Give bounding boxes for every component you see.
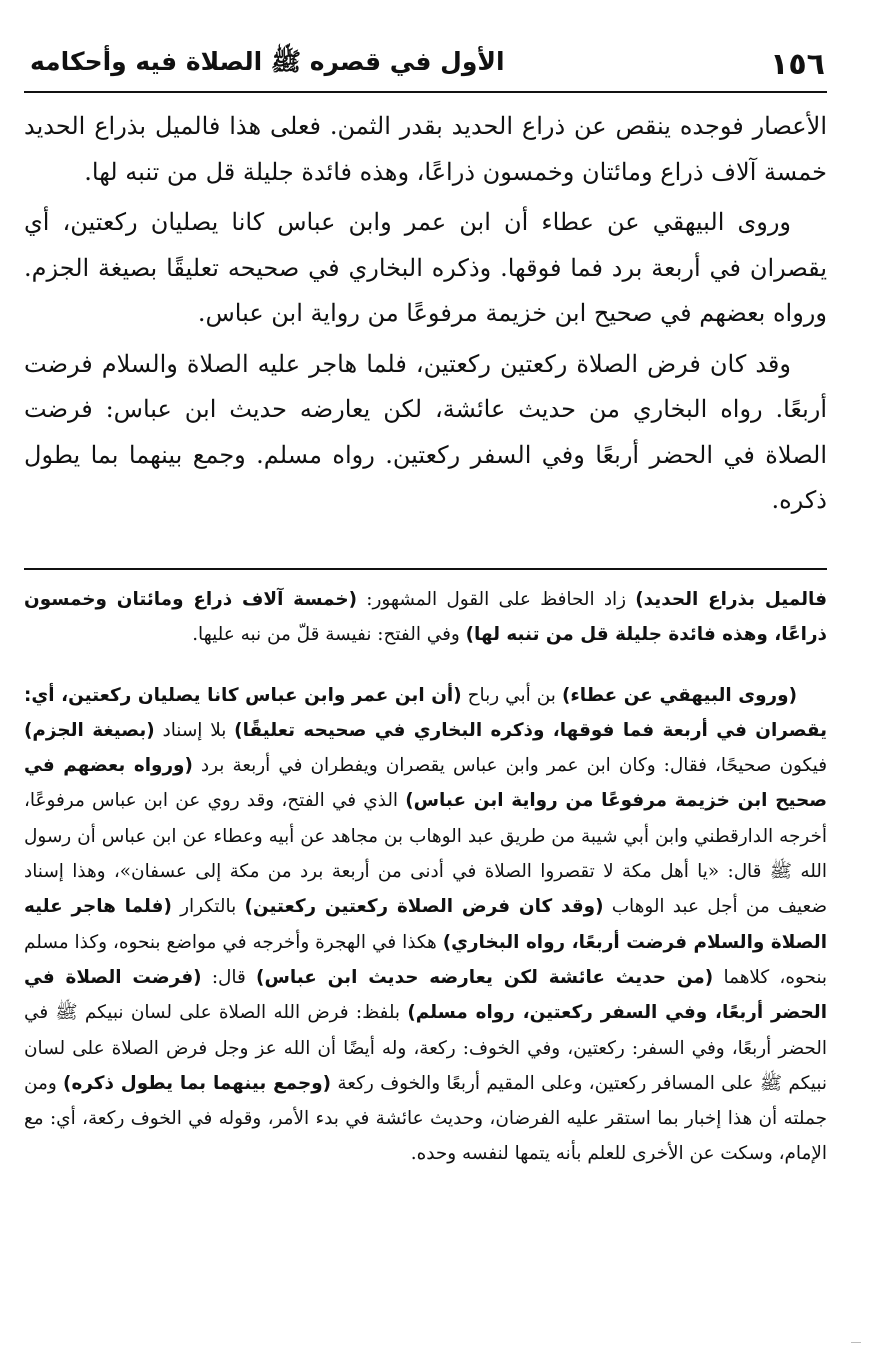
commentary-paragraph-2	[24, 678, 827, 1172]
commentary-quote: (فرضت الصلاة في الحضر أربعًا، وفي السفر ركعتين، رواه مسلم)	[24, 966, 827, 1024]
commentary-text: قال:	[201, 966, 257, 988]
commentary-quote: (وروى البيهقي عن عطاء)	[561, 684, 797, 706]
main-paragraph-2: وروى البيهقي عن عطاء أن ابن عمر وابن عباس كانا يصليان ركعتين، أي يقصران في أربعة برد فما فوقها. وذكره البخاري في صحيحه تعليقًا بصيغة الجزم. ورواه بعضهم في صحيح ابن خزيمة مرفوعًا من رواية ابن عباس.	[24, 208, 827, 327]
commentary	[24, 582, 827, 1172]
footnote-divider	[24, 568, 827, 570]
commentary-text: زاد الحافظ على القول المشهور:	[357, 589, 636, 610]
commentary-text: بلا إسناد	[154, 719, 235, 741]
commentary-quote: (وجمع بينهما بما يطول ذكره)	[63, 1072, 332, 1094]
commentary-quote: (بصيغة الجزم)	[24, 719, 155, 741]
commentary-text: ومن جملته أن هذا إخبار بما استقر عليه الفرضان، وحديث عائشة في بدء الأمر، وقوله في الخوف ركعة، أي: مع الإمام، وسكت عن الأخرى للعلم بأنه يتمها لنفسه وحده.	[24, 1072, 827, 1165]
commentary-text: وفي الفتح: نفيسة قلّ من نبه عليها.	[192, 624, 466, 646]
page-number: ١٥٦	[770, 46, 825, 82]
main-paragraph-3: وقد كان فرض الصلاة ركعتين ركعتين، فلما هاجر عليه الصلاة والسلام فرضت أربعًا. رواه البخاري من حديث عائشة، لكن يعارضه حديث ابن عباس: فرضت الصلاة في الحضر أربعًا وفي السفر ركعتين. رواه مسلم. وجمع بينهما بما يطول ذكره.	[24, 349, 828, 514]
main-paragraph-1: الأعصار فوجده ينقص عن ذراع الحديد بقدر الثمن. فعلى هذا فالميل بذراع الحديد خمسة آلاف ذراع ومائتان وخمسون ذراعًا، وهذه فائدة جليلة قل من تنبه لها.	[24, 112, 827, 186]
commentary-text: هكذا في الهجرة وأخرجه في مواضع بنحوه، وكذا مسلم بنحوه، كلاهما	[24, 931, 828, 988]
commentary-quote: فالميل بذراع الحديد)	[635, 589, 827, 610]
commentary-quote: (من حديث عائشة لكن يعارضه حديث ابن عباس)	[256, 966, 714, 988]
commentary-quote: (وقد كان فرض الصلاة ركعتين ركعتين)	[244, 896, 604, 918]
commentary-paragraph-1	[24, 582, 827, 653]
commentary-quote: (فلما هاجر عليه الصلاة والسلام فرضت أربعًا، رواه البخاري)	[24, 896, 827, 953]
commentary-text: بلفظ: فرض الله الصلاة على لسان نبيكم ﷺ في الحضر أربعًا، وفي السفر: ركعتين، وفي الخوف: ركعة، وله أيضًا أن الله عز وجل فرض الصلاة على لسان نبيكم ﷺ على المسافر ركعتين، وعلى المقيم أربعًا والخوف ركعة	[24, 1002, 827, 1094]
chapter-title: الأول في قصره ﷺ الصلاة فيه وأحكامه	[30, 46, 505, 76]
commentary-quote: (خمسة آلاف ذراع ومائتان وخمسون ذراعًا، وهذه فائدة جليلة قل من تنبه لها)	[24, 589, 827, 646]
commentary-text: الذي في الفتح، وقد روي عن ابن عباس مرفوعًا، أخرجه الدارقطني وابن أبي شيبة من طريق عبد الوهاب بن مجاهد عن أبيه وعطاء عن ابن عباس أن رسول الله ﷺ قال: «يا أهل مكة لا تقصروا الصلاة في أدنى من أربعة برد من مكة إلى عسفان»، وهذا إسناد ضعيف من أجل عبد الوهاب	[24, 790, 827, 918]
commentary-text: بالتكرار	[171, 896, 245, 918]
main-text	[24, 104, 827, 529]
commentary-text: بن أبي رباح	[461, 684, 562, 706]
commentary-quote: (أن ابن عمر وابن عباس كانا يصليان ركعتين، أي: يقصران في أربعة فما فوقها، وذكره البخاري في صحيحه تعليقًا)	[24, 684, 828, 741]
commentary-quote: (ورواه بعضهم في صحيح ابن خزيمة مرفوعًا من رواية ابن عباس)	[24, 755, 827, 812]
running-header	[30, 40, 825, 88]
scan-corner-mark	[851, 1342, 861, 1349]
header-rule	[24, 91, 827, 93]
commentary-text: فيكون صحيحًا، فقال: وكان ابن عمر وابن عباس يقصران ويفطران في أربعة برد	[192, 755, 827, 777]
